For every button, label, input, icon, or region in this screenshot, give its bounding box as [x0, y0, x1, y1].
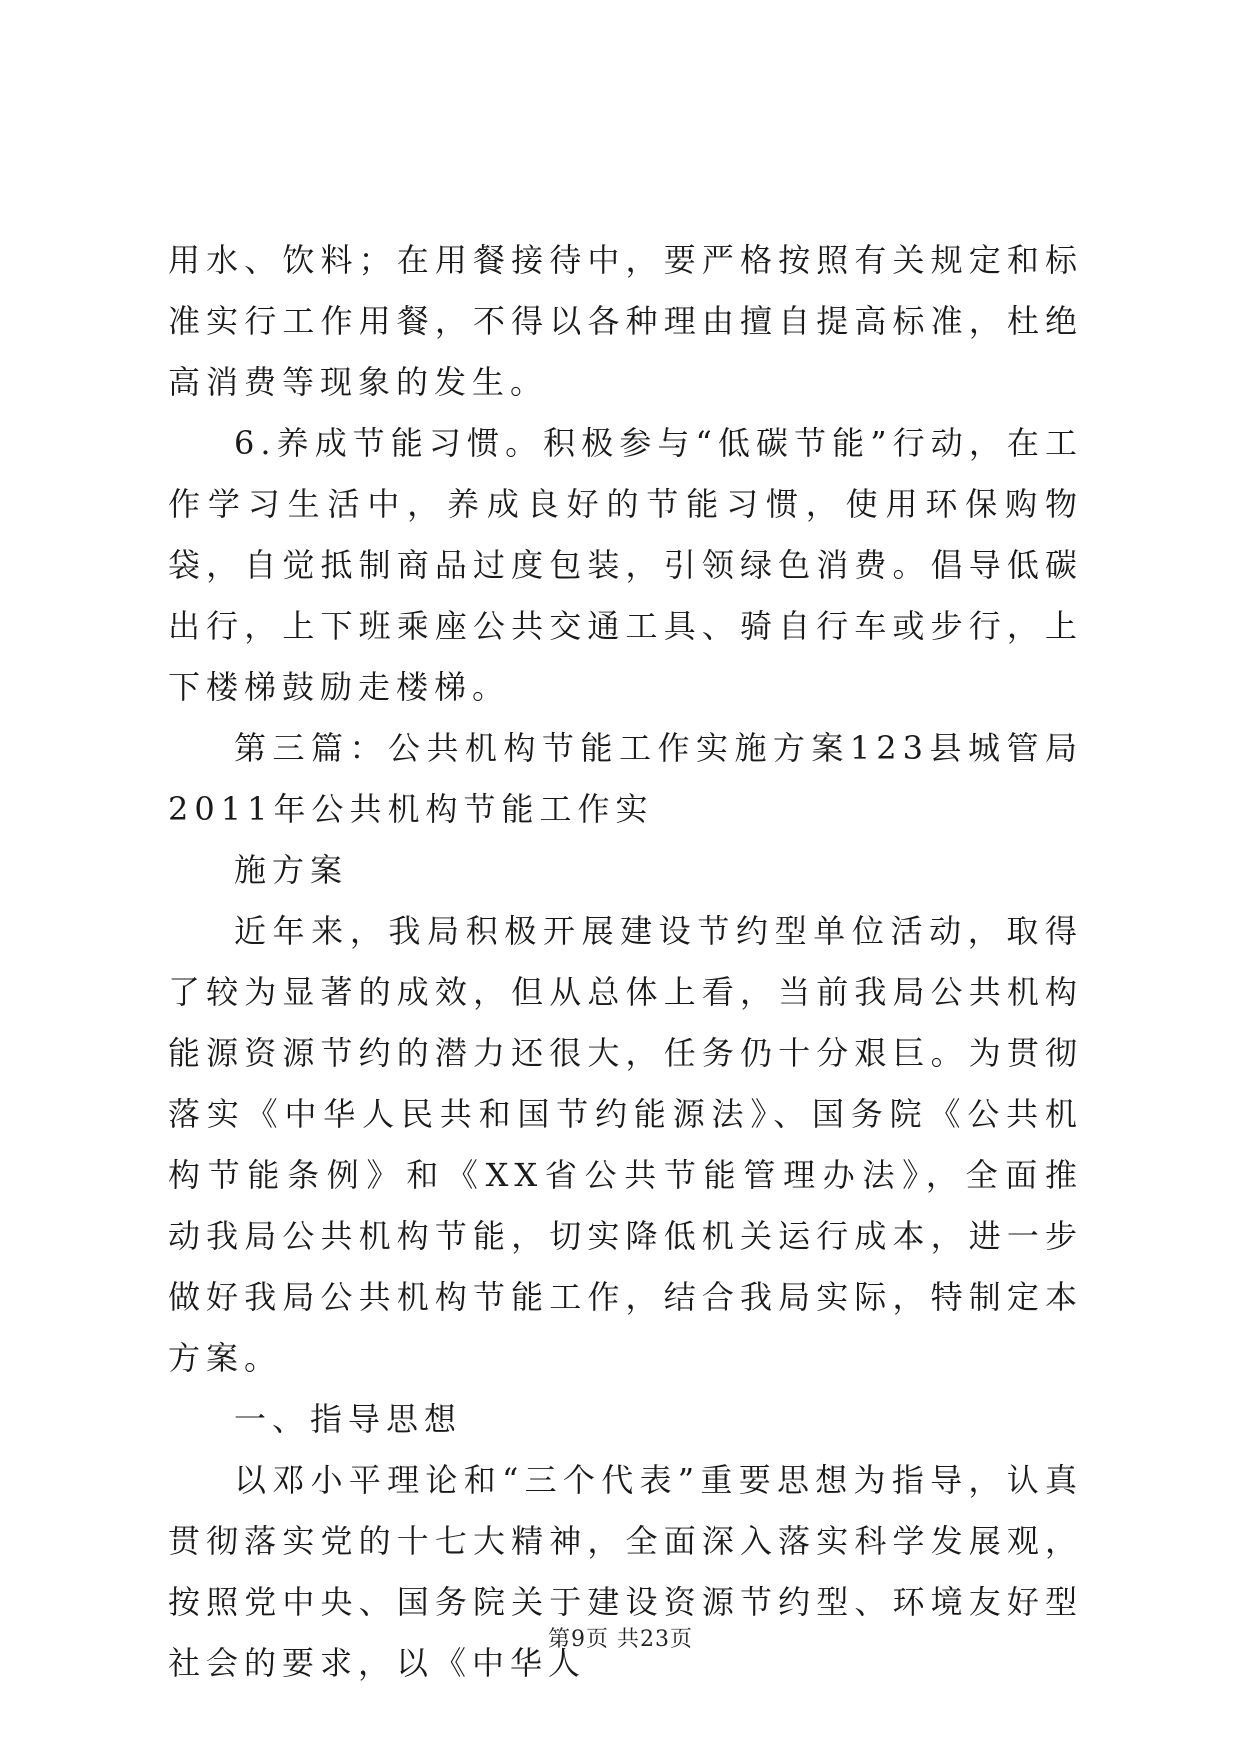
heading-guiding-ideology: 一、指导思想: [234, 1400, 463, 1438]
paragraph-continuation: 用水、饮料；在用餐接待中，要严格按照有关规定和标准实行工作用餐，不得以各种理由擅自提高标准，杜绝高消费等现象的发生。: [168, 241, 1083, 401]
section-title-continuation: 施方案: [234, 851, 349, 889]
paragraph-guiding-ideology: 以邓小平理论和“三个代表”重要思想为指导，认真贯彻落实党的十七大精神，全面深入落实科学发展观，按照党中央、国务院关于建设资源节约型、环境友好型社会的要求，以《中华人: [168, 1461, 1083, 1682]
paragraph-energy-habits: 6.养成节能习惯。积极参与“低碳节能”行动，在工作学习生活中，养成良好的节能习惯，使用环保购物袋，自觉抵制商品过度包装，引领绿色消费。倡导低碳出行，上下班乘座公共交通工具、骑自行车或步行，上下楼梯鼓励走楼梯。: [168, 424, 1083, 706]
paragraph-introduction: 近年来，我局积极开展建设节约型单位活动，取得了较为显著的成效，但从总体上看，当前我局公共机构能源资源节约的潜力还很大，任务仍十分艰巨。为贯彻落实《中华人民共和国节约能源法》、国务院《公共机构节能条例》和《XX省公共节能管理办法》，全面推动我局公共机构节能，切实降低机关运行成本，进一步做好我局公共机构节能工作，结合我局实际，特制定本方案。: [168, 912, 1083, 1377]
page-number-footer: 第9页 共23页: [548, 1627, 693, 1652]
section-title: 第三篇：公共机构节能工作实施方案123县城管局2011年公共机构节能工作实: [168, 729, 1083, 828]
document-body: [168, 230, 1083, 1694]
